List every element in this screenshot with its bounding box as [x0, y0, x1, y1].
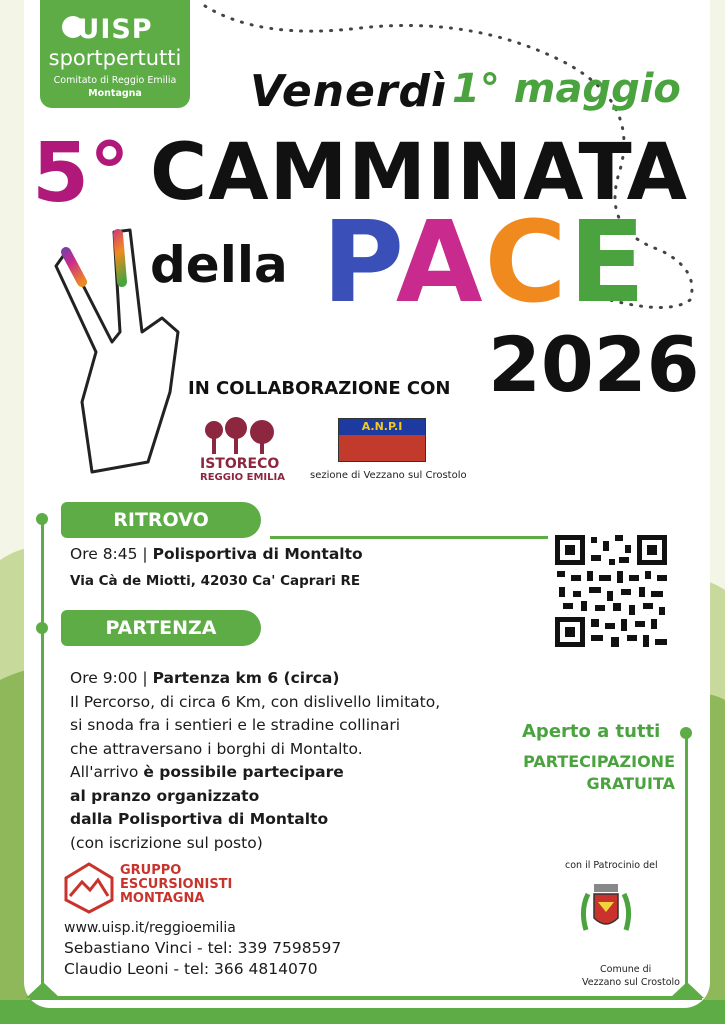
logo-area: Montagna	[88, 88, 142, 99]
partenza-text	[70, 667, 490, 855]
comune-crest-icon	[578, 880, 634, 944]
guide-dot-2	[36, 622, 48, 634]
triangle-left	[26, 982, 60, 998]
anpi-name: A.N.P.I	[339, 419, 425, 435]
anpi-section: sezione di Vezzano sul Crostolo	[310, 470, 467, 481]
event-day: Venerdì	[250, 66, 448, 117]
pace-letter-c: C	[484, 198, 569, 328]
triangle-right	[670, 982, 704, 998]
title-pace	[322, 198, 647, 328]
pace-letter-p: P	[322, 198, 396, 328]
uisp-logo	[40, 0, 190, 108]
partenza-time: Ore 9:00 |	[70, 669, 148, 687]
collaboration-heading: IN COLLABORAZIONE CON	[188, 378, 451, 399]
edition-number: 5°	[32, 126, 131, 221]
qr-code[interactable]	[555, 535, 667, 647]
event-year: 2026	[488, 320, 700, 409]
partenza-line-6: dalla Polisportiva di Montalto	[70, 810, 329, 828]
logo-tagline: sportpertutti	[48, 46, 182, 70]
istoreco-name: ISTORECO	[200, 456, 280, 472]
comune-line-2: Vezzano sul Crostolo	[582, 977, 680, 988]
right-guide-line	[685, 732, 688, 998]
comune-line-1: Comune di	[600, 964, 652, 975]
guide-dot-1	[36, 513, 48, 525]
istoreco-trees-icon	[200, 414, 280, 456]
partenza-line-4b: è possibile partecipare	[143, 763, 344, 781]
partenza-line-1: Il Percorso, di circa 6 Km, con dislivello limitato,	[70, 692, 441, 711]
title-della: della	[150, 236, 288, 294]
bottom-line	[30, 996, 702, 1000]
istoreco-sub: REGGIO EMILIA	[200, 472, 285, 483]
ritrovo-line	[70, 545, 363, 563]
partenza-headline: Partenza km 6 (circa)	[152, 669, 340, 687]
anpi-logo	[338, 418, 426, 462]
ritrovo-time: Ore 8:45 |	[70, 545, 148, 563]
contact-1: Sebastiano Vinci - tel: 339 7598597	[64, 939, 342, 957]
partenza-line-7: (con iscrizione sul posto)	[70, 833, 263, 852]
pace-letter-e: E	[568, 198, 648, 328]
pace-letter-a: A	[395, 198, 485, 328]
website-link[interactable]: www.uisp.it/reggioemilia	[64, 920, 236, 936]
free-participation-2: GRATUITA	[586, 774, 675, 793]
guide-dot-3	[680, 727, 692, 739]
patronage-text: con il Patrocinio del	[565, 860, 658, 871]
peace-hand-icon	[52, 222, 192, 482]
partenza-headline-row	[70, 667, 490, 691]
title-camminata: CAMMINATA	[150, 128, 688, 218]
logo-committee: Comitato di Reggio Emilia	[53, 75, 177, 86]
left-guide-line	[41, 518, 44, 998]
free-participation-1: PARTECIPAZIONE	[523, 752, 675, 771]
partenza-label: PARTENZA	[61, 610, 261, 646]
ritrovo-place: Polisportiva di Montalto	[152, 545, 363, 563]
partenza-line-4a: All'arrivo	[70, 763, 144, 781]
gem-line-3: MONTAGNA	[120, 891, 205, 906]
gem-logo-icon	[64, 862, 114, 914]
gem-line-2: ESCURSIONISTI	[120, 877, 233, 892]
partenza-line-4	[70, 761, 490, 785]
ritrovo-label: RITROVO	[61, 502, 261, 538]
contact-2: Claudio Leoni - tel: 366 4814070	[64, 960, 318, 978]
ritrovo-line	[270, 536, 548, 539]
open-to-all: Aperto a tutti	[522, 721, 661, 742]
gem-line-1: GRUPPO	[120, 863, 182, 878]
gem-name	[120, 864, 232, 906]
event-date: 1° maggio	[452, 66, 681, 112]
ritrovo-address: Via Cà de Miotti, 42030 Ca' Caprari RE	[70, 573, 361, 589]
partenza-line-3: che attraversano i borghi di Montalto.	[70, 739, 363, 758]
anpi-flag	[339, 435, 425, 461]
partenza-line-5: al pranzo organizzato	[70, 786, 260, 805]
partenza-line-2: si snoda fra i sentieri e le stradine collinari	[70, 716, 401, 734]
logo-brand: UISP	[77, 14, 153, 45]
